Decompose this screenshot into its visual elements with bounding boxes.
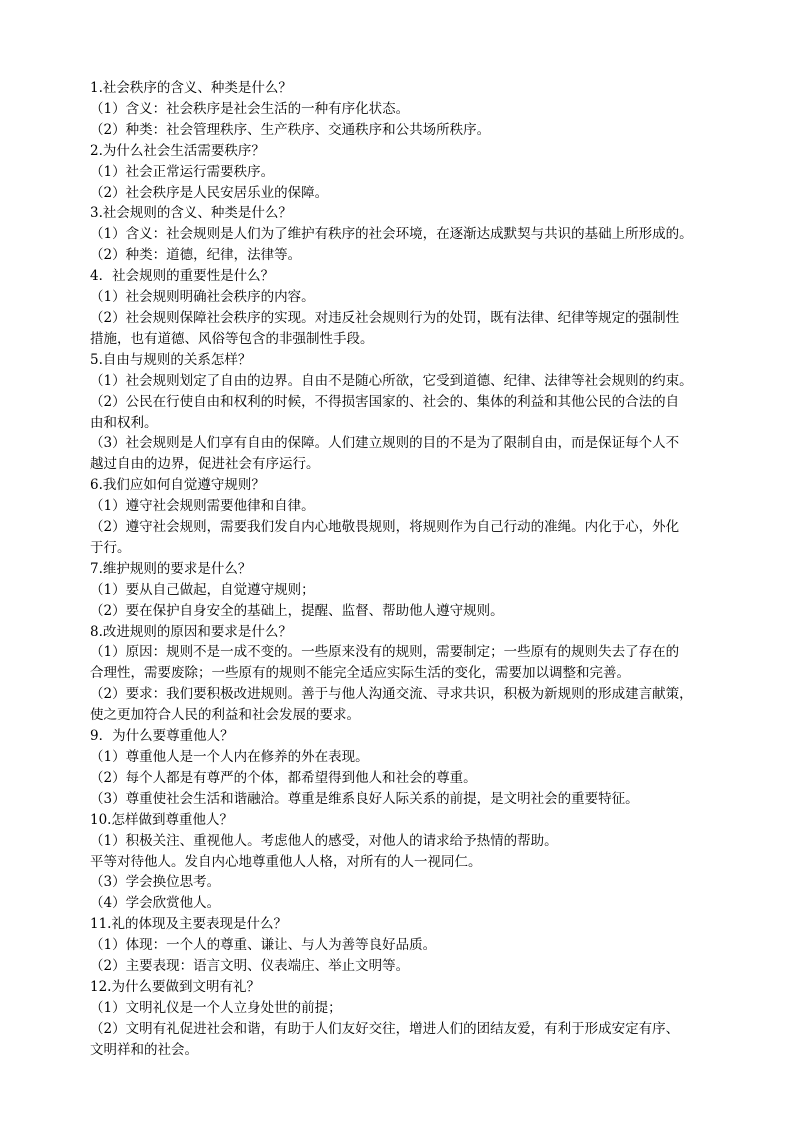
answer-line: （1）遵守社会规则需要他律和自律。	[90, 498, 315, 515]
document-page	[90, 78, 704, 1061]
answer-line: （4）学会欣赏他人。	[90, 895, 221, 912]
answer-line: （1）社会规则明确社会秩序的内容。	[90, 289, 315, 306]
answer-line: （1）含义：社会规则是人们为了维护有秩序的社会环境，在逐渐达成默契与共识的基础上所形成的。	[90, 226, 693, 243]
answer-line: （1）含义：社会秩序是社会生活的一种有序化状态。	[90, 100, 410, 117]
answer-line: （3）社会规则是人们享有自由的保障。人们建立规则的目的不是为了限制自由，而是保证每个人不	[90, 435, 680, 452]
question-6-title: 6.我们应如何自觉遵守规则？	[90, 477, 265, 494]
answer-line: （2）公民在行使自由和权利的时候，不得损害国家的、社会的、集体的利益和其他公民的合法的自	[90, 393, 680, 410]
answer-line: （1）积极关注、重视他人。考虑他人的感受，对他人的请求给予热情的帮助。	[90, 832, 558, 849]
answer-line: （1）社会正常运行需要秩序。	[90, 163, 275, 180]
question-5-title: 5.自由与规则的关系怎样？	[90, 351, 252, 368]
answer-line: （2）种类：道德，纪律，法律等。	[90, 247, 302, 264]
answer-line: （1）文明礼仪是一个人立身处世的前提；	[90, 999, 342, 1016]
answer-line: （1）原因：规则不是一成不变的。一些原来没有的规则，需要制定；一些原有的规则失去了存在的	[90, 644, 680, 661]
answer-line: （2）要求：我们要积极改进规则。善于与他人沟通交流、寻求共识，积极为新规则的形成建言献策，	[90, 686, 693, 703]
answer-line-continued: 于行。	[90, 539, 131, 556]
question-8-title: 8.改进规则的原因和要求是什么？	[90, 623, 292, 640]
answer-line: （3）尊重使社会生活和谐融洽。尊重是维系良好人际关系的前提，是文明社会的重要特征。	[90, 790, 639, 807]
question-11-title: 11.礼的体现及主要表现是什么？	[90, 916, 287, 933]
answer-line: （2）要在保护自身安全的基础上，提醒、监督、帮助他人遵守规则。	[90, 602, 504, 619]
answer-line: （2）社会规则保障社会秩序的实现。对违反社会规则行为的处罚，既有法律、纪律等规定的强制性	[90, 309, 680, 326]
answer-line: （2）文明有礼促进社会和谐，有助于人们友好交往，增进人们的团结友爱，有利于形成安定有序、	[90, 1020, 680, 1037]
answer-line-continued: 由和权利。	[90, 414, 158, 431]
answer-line: （1）尊重他人是一个人内在修养的外在表现。	[90, 749, 369, 765]
question-7-title: 7.维护规则的要求是什么？	[90, 560, 252, 577]
question-2-title: 2.为什么社会生活需要秩序？	[90, 142, 265, 159]
answer-line: 平等对待他人。发自内心地尊重他人人格，对所有的人一视同仁。	[90, 853, 482, 870]
answer-line: （1）体现：一个人的尊重、谦让、与人为善等良好品质。	[90, 937, 437, 954]
answer-line-continued: 合理性，需要废除；一些原有的规则不能完全适应实际生活的变化，需要加以调整和完善。	[90, 665, 630, 682]
question-10-title: 10.怎样做到尊重他人？	[90, 811, 233, 828]
question-3-title: 3.社会规则的含义、种类是什么？	[90, 205, 292, 222]
question-9-title: 9．为什么要尊重他人？	[90, 728, 234, 745]
answer-line: （1）社会规则划定了自由的边界。自由不是随心所欲，它受到道德、纪律、法律等社会规则的约束。	[90, 372, 693, 389]
answer-line: （1）要从自己做起，自觉遵守规则；	[90, 581, 315, 598]
question-4-title: 4．社会规则的重要性是什么？	[90, 268, 275, 285]
question-1-title: 1.社会秩序的含义、种类是什么？	[90, 80, 292, 96]
answer-line: （2）遵守社会规则，需要我们发自内心地敬畏规则，将规则作为自己行动的准绳。内化于心，外化	[90, 519, 680, 536]
answer-line-continued: 文明祥和的社会。	[90, 1041, 198, 1058]
answer-line-continued: 使之更加符合人民的利益和社会发展的要求。	[90, 707, 360, 724]
answer-line: （2）主要表现：语言文明、仪表端庄、举止文明等。	[90, 958, 410, 975]
question-12-title: 12.为什么要做到文明有礼？	[90, 978, 260, 995]
answer-line-continued: 越过自由的边界，促进社会有序运行。	[90, 456, 320, 473]
answer-line: （2）社会秩序是人民安居乐业的保障。	[90, 184, 329, 201]
answer-line-continued: 措施，也有道德、风俗等包含的非强制性手段。	[90, 330, 374, 347]
answer-line: （2）种类：社会管理秩序、生产秩序、交通秩序和公共场所秩序。	[90, 121, 491, 138]
answer-line: （3）学会换位思考。	[90, 874, 221, 891]
answer-line: （2）每个人都是有尊严的个体，都希望得到他人和社会的尊重。	[90, 769, 477, 786]
